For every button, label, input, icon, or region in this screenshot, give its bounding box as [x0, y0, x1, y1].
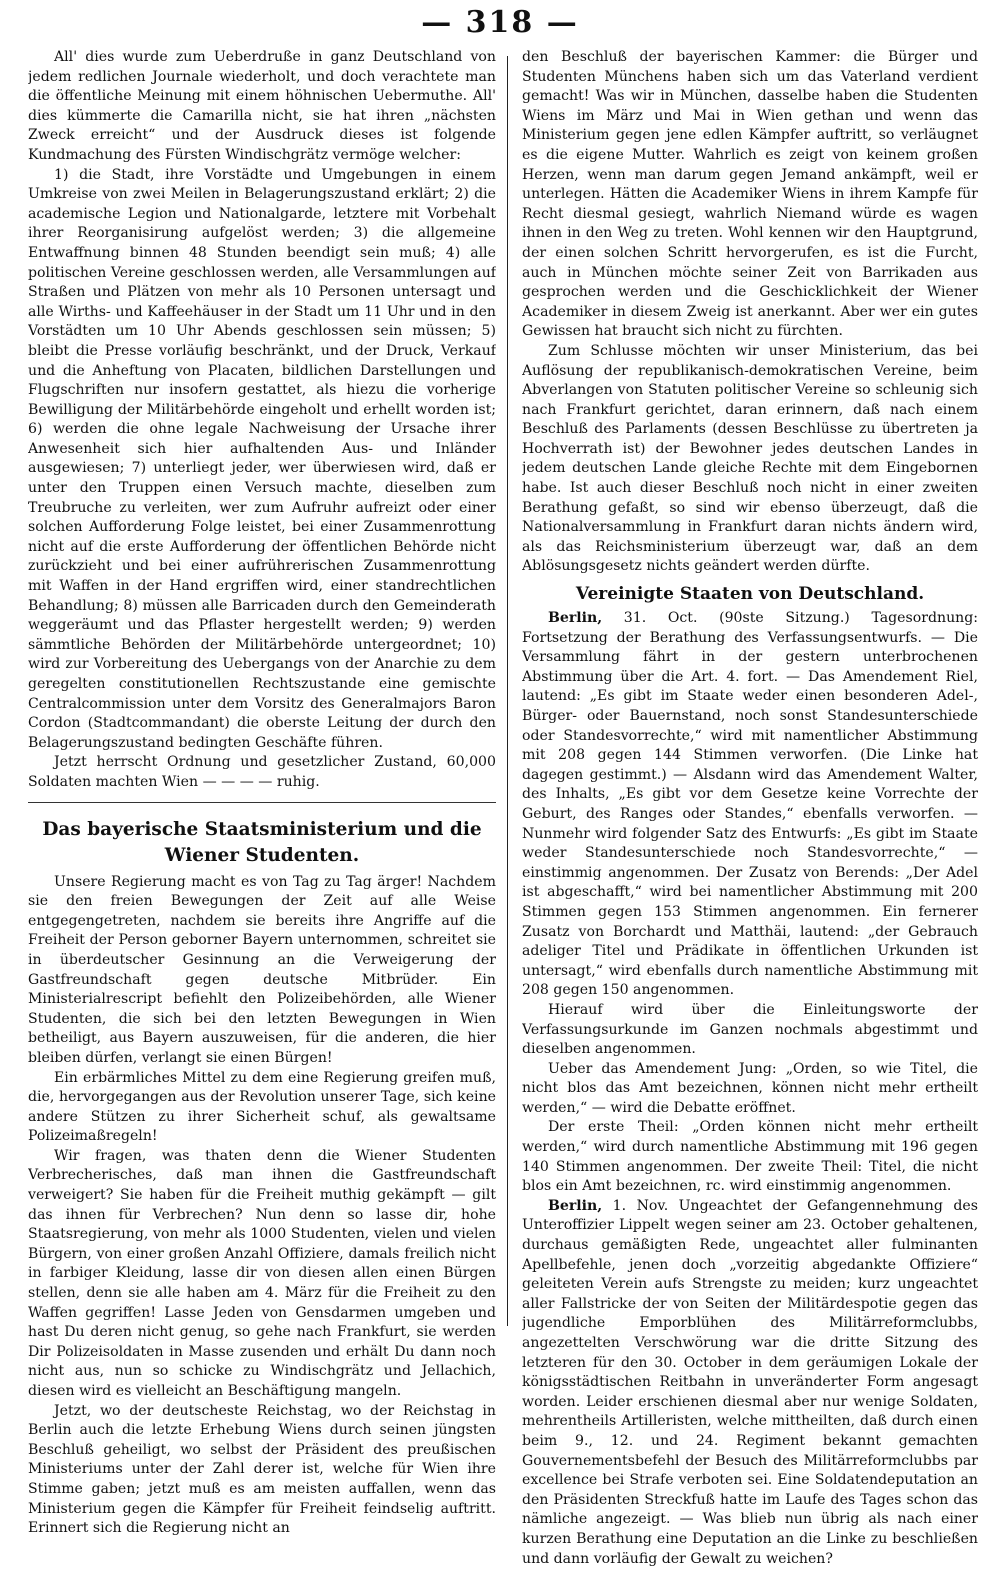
dateline: Berlin,	[548, 610, 603, 627]
right-column	[522, 48, 978, 1569]
paragraph: Der erste Theil: „Orden können nicht mehr ertheilt werden,“ wird durch namentliche Abstimmung mit 196 gegen 140 Stimmen angenommen. Der zweite Theil: Titel, die nicht blos ein Amt bezeichnen, rc. wird einstimmig angenommen.	[522, 1119, 978, 1195]
paragraph: Wir fragen, was thaten denn die Wiener Studenten Verbrecherisches, daß man ihnen die Gastfreundschaft verweigert? Sie haben für die Freiheit muthig gekämpft — gilt das ihnen für Verbrechen? Nun denn so lasse dir, hohe Staatsregierung, von mehr als 1000 Studenten, vielen und vielen Bürgern, von einer großen Anzahl Offiziere, damals freilich nicht in farbiger Kleidung, lasse dir von diesen allen einen Bürgen stellen, denn sie alle haben am 4. März für die Freiheit zu den Waffen gegriffen! Lasse Jeden von Gensdarmen umgeben und hast Du deren nicht genug, so gehe nach Frankfurt, sie werden Dir Polizeisoldaten in Masse zusenden und erhält Du dann noch nicht aus, nun so schicke zu Windischgrätz und Jellachich, diesen wird es vielleicht an Beschäftigung mangeln.	[28, 1147, 496, 1399]
report-text: 31. Oct. (90ste Sitzung.) Tagesordnung: Fortsetzung der Berathung des Verfassungsentwurfs. — Die Versammlung fährt in der gestern unterbrochenen Abstimmung über die Art. 4. fort. — Das Amendement Riel, lautend: „Es gibt im Staate weder einen besonderen Adel-, Bürger- oder Bauernstand, noch sonst Standesunterschiede oder Standesvorrechte,“ wird mit namentlicher Abstimmung mit 208 gegen 144 Stimmen verworfen. (Die Linke hat dagegen gestimmt.) — Alsdann wird das Amendement Walter, des Inhalts, „Es gibt vor dem Gesetze keine Vorrechte der Geburt, des Ranges oder Standes,“ ebenfalls verworfen. — Nunmehr wird folgender Satz des Entwurfs: „Es gibt im Staate weder Standesunterschiede noch Standesvorrechte,“ — einstimmig angenommen. Der Zusatz von Berends: „Der Adel ist abgeschafft,“ wird bei namentlicher Abstimmung mit 200 Stimmen gegen 153 Stimmen angenommen. Ein fernerer Zusatz von Borchardt und Matthäi, lautend: „der Gebrauch adeliger Titel und Prädikate in öffentlichen Urkunden ist untersagt,“ wird ebenfalls durch namentliche Abstimmung mit 208 gegen 150 angenommen.	[522, 610, 978, 999]
report-berlin-oct	[522, 609, 978, 1001]
paragraph: Jetzt herrscht Ordnung und gesetzlicher Zustand, 60,000 Soldaten machten Wien — — — — ruhig.	[28, 754, 496, 790]
paragraph: Ein erbärmliches Mittel zu dem eine Regierung greifen muß, die, hervorgegangen aus der Revolution unserer Tage, sich keine andere Stützen zu ihrer Sicherheit schuf, als gewaltsame Polizeimaßregeln!	[28, 1069, 496, 1145]
report-berlin-nov	[522, 1197, 978, 1569]
paragraph: All' dies wurde zum Ueberdruße in ganz Deutschland von jedem redlichen Journale wiederholt, und doch verachtete man die öffentliche Meinung mit einem höhnischen Uebermuthe. All' dies kümmerte die Camarilla nicht, sie hat ihren „nächsten Zweck erreicht“ und der Ausdruck dieses ist folgende Kundmachung des Fürsten Windischgrätz vermöge welcher:	[28, 49, 496, 163]
paragraph: Zum Schlusse möchten wir unser Ministerium, das bei Auflösung der republikanisch-demokratischen Vereine, beim Abverlangen von Statuten politischer Vereine so schleunig sich nach Frankfurt gerichtet, daran erinnern, daß nach einem Beschluß des Parlaments (dessen Beschlüsse zu übertreten ja Hochverrath ist) der Bewohner jedes deutschen Landes in jedem deutschen Lande gleiche Rechte mit dem Eingebornen habe. Ist auch dieser Beschluß noch nicht in einer zweiten Berathung gefaßt, so sind wir ebenso überzeugt, daß die Nationalversammlung in Frankfurt daran nichts ändern wird, als das Reichsministerium überzeugt war, daß an dem Ablösungsgesetz nichts geändert werden dürfte.	[522, 342, 978, 575]
section-title: Vereinigte Staaten von Deutschland.	[575, 584, 925, 605]
left-column	[28, 48, 496, 1539]
paragraph: Ueber das Amendement Jung: „Orden, so wie Titel, die nicht blos das Amt bezeichnen, können nicht mehr ertheilt werden,“ — wird die Debatte eröffnet.	[522, 1060, 978, 1116]
paragraph: Hierauf wird über die Einleitungsworte der Verfassungsurkunde im Ganzen nochmals abgestimmt und dieselben angenommen.	[522, 1001, 978, 1058]
paragraph: Unsere Regierung macht es von Tag zu Tag ärger! Nachdem sie den freien Bewegungen der Zeit auf alle Weise entgegengetreten, nachdem sie bereits ihre Angriffe auf die Freiheit der Person geborner Bayern unternommen, schreitet sie in überdeutscher Gesinnung an die Verweigerung der Gastfreundschaft gegen deutsche Mitbrüder. Ein Ministerialrescript befiehlt den Polizeibehörden, alle Wiener Studenten, die sich bei den letzten Bewegungen in Wien betheiligt, aus Bayern auszuweisen, für die anderen, die hier bleiben dürfen, verlangt sie einen Bürgen!	[28, 873, 496, 1066]
report-text: 1. Nov. Ungeachtet der Gefangennehmung des Unteroffizier Lippelt wegen seiner am 23. October gehaltenen, durchaus gemäßigten Rede, ungeachtet aller fulminanten Apellbefehle, jenen doch „vorzeitig abgedankte Offiziere“ geleiteten Verein aufs Strengste zu meiden; kurz ungeachtet aller Fallstricke der von Seiten der Militärdespotie gegen das jugendliche Emporblühen des Militärreformclubbs, angezettelten Verschwörung war die dritte Sitzung des letzteren für den 30. October in dem geräumigen Lokale der königsstädtischen Reitbahn in unveränderter Form angesagt worden. Leider erschienen diesmal aber nur wenige Soldaten, mehrentheils Artilleristen, welche mittheilten, daß durch einen beim 9., 12. und 24. Regiment bekannt gemachten Gouvernementsbefehl der Besuch des Militärreformclubbs par excellence bei Strafe verboten sei. Eine Soldatendeputation an den Präsidenten Streckfuß hatte im Laufe des Tages schon das nämliche angezeigt. — Was blieb nun übrig als nach einer kurzen Berathung eine Deputation an die Linke zu beschließen und dann vorläufig der Gewalt zu weichen?	[522, 1197, 978, 1567]
paragraph: Jetzt, wo der deutscheste Reichstag, wo der Reichstag in Berlin auch die letzte Erhebung Wiens durch seinen jüngsten Beschluß geheiligt, wo selbst der Präsident des preußischen Ministeriums unter der Zahl derer ist, welche für Wien ihre Stimme gaben; jetzt muß es am meisten auffallen, wenn das Ministerium gegen die Kämpfer für Freiheit feindselig auftritt. Erinnert sich die Regierung nicht an	[28, 1402, 496, 1537]
page-number: — 318 —	[421, 5, 579, 40]
decree-list: 1) die Stadt, ihre Vorstädte und Umgebungen in einem Umkreise von zwei Meilen in Belagerungszustand erklärt; 2) die academische Legion und Nationalgarde, letztere mit Vorbehalt ihrer Reorganisirung aufgelöst werden; 3) die allgemeine Entwaffnung binnen 48 Stunden beendigt sein muß; 4) alle politischen Vereine geschlossen werden, alle Versammlungen auf Straßen und Plätzen von mehr als 10 Personen untersagt und alle Wirths- und Kaffeehäuser in der Stadt um 11 Uhr und in den Vorstädten um 10 Uhr Abends geschlossen sein müssen; 5) bleibt die Presse vorläufig beschränkt, und der Druck, Verkauf und die Anheftung von Placaten, bildlichen Darstellungen und Flugschriften nur insofern gestattet, als hiezu die vorherige Bewilligung der Militärbehörde eingeholt und erhellt worden ist; 6) werden die ohne legale Nachweisung der Ursache ihrer Anwesenheit sich hier aufhaltenden Aus- und Inländer ausgewiesen; 7) unterliegt jeder, wer überwiesen wird, daß er unter den Truppen einen Versuch machte, dieselben zum Treubruche zu verleiten, wer zum Aufruhr aufreizt oder einer solchen Aufforderung Folge leistet, bei einer Zusammenrottung nicht auf die erste Aufforderung der öffentlichen Behörde nicht zurückzieht und bei einer aufrührerischen Zusammenrottung mit Waffen in der Hand ergriffen wird, einer standrechtlichen Behandlung; 8) müssen alle Barricaden durch den Gemeinderath weggeräumt und das Pflaster hergestellt werden; 9) werden sämmtliche Behörden der Militärbehörde untergeordnet; 10) wird zur Vorbereitung des Uebergangs von der Anarchie zu dem geregelten constitutionellen Rechtszustande eine gemischte Centralcommission unter dem Vorsitz des Generalmajors Baron Cordon (Stadtcommandant) die oberste Leitung der durch den Belagerungszustand bedingten Geschäfte führen.	[28, 166, 496, 751]
section-divider	[28, 802, 496, 803]
paragraph: den Beschluß der bayerischen Kammer: die Bürger und Studenten Münchens haben sich um das Vaterland verdient gemacht! Was wir in München, dasselbe haben die Studenten Wiens im März und Mai in Wien gethan und wenn das Ministerium gegen jene edlen Kämpfer auftritt, so verläugnet es die eigene Mutter. Wahrlich es zeigt von keinem großen Herzen, wenn man darum gegen Jemand ankämpft, weil er unterlegen. Hätten die Academiker Wiens in ihrem Kampfe für Recht diesmal gesiegt, wahrlich Niemand würde es wagen ihnen in den Weg zu treten. Wohl kennen wir den Hauptgrund, der einen solchen Schritt hervorgerufen, es ist die Furcht, auch in München möchte seiner Zeit von Barrikaden aus gesprochen werden und die Geschicklichkeit der Wiener Academiker in diesem Zweig ist anerkannt. Aber wer ein gutes Gewissen hat braucht sich nicht zu fürchten.	[522, 49, 978, 340]
dateline: Berlin,	[548, 1197, 603, 1214]
column-rule	[507, 56, 508, 1326]
article-title: Das bayerische Staatsministerium und die Wiener Studenten.	[42, 818, 482, 866]
